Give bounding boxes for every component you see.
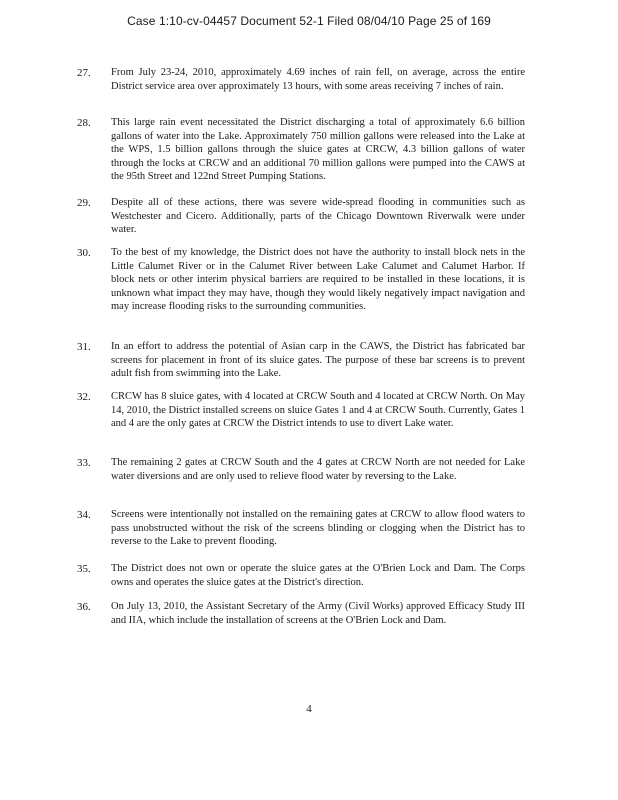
paragraph-text: The remaining 2 gates at CRCW South and the 4 gates at CRCW North are not needed for Lake water diversions and are only used to relieve flood water by reversing to the Lake. [111, 457, 525, 482]
paragraph-number: 29. [77, 197, 91, 209]
paragraph-number: 35. [77, 563, 91, 575]
paragraph-number: 34. [77, 509, 91, 521]
paragraph-text: CRCW has 8 sluice gates, with 4 located at CRCW South and 4 located at CRCW North. On May 14, 2010, the District installed screens on sluice Gates 1 and 4 at CRCW South. Currently, Gates 1 and 4 are the only gates at CRCW the District intends to use to divert Lake water. [111, 391, 525, 430]
paragraph-text: This large rain event necessitated the District discharging a total of approximately 6.6 billion gallons of water into the Lake. Approximately 750 million gallons were released into the Lake at the WPS, 1.5 billion gallons through the sluice gates at CRCW, 4.3 billion gallons of water through the locks at CRCW and an additional 70 million gallons were pumped into the CAWS at the 95th Street and 122nd Street Pumping Stations. [111, 117, 525, 183]
paragraph-number: 32. [77, 391, 91, 403]
paragraph-text: From July 23-24, 2010, approximately 4.69 inches of rain fell, on average, across the entire District service area over approximately 13 hours, with some areas receiving 7 inches of rain. [111, 67, 525, 92]
case-header: Case 1:10-cv-04457 Document 52-1 Filed 08/04/10 Page 25 of 169 [127, 14, 491, 28]
paragraph-number: 28. [77, 117, 91, 129]
paragraph-text: Screens were intentionally not installed on the remaining gates at CRCW to allow flood waters to pass unobstructed without the risk of the screens blinding or clogging when the District has to reverse to the Lake to prevent flooding. [111, 509, 525, 548]
paragraph-text: Despite all of these actions, there was severe wide-spread flooding in communities such as Westchester and Cicero. Additionally, parts of the Chicago Downtown Riverwalk were under water. [111, 197, 525, 236]
paragraph-number: 27. [77, 67, 91, 79]
paragraph-number: 33. [77, 457, 91, 469]
paragraph-number: 36. [77, 601, 91, 613]
paragraph-text: To the best of my knowledge, the District does not have the authority to install block nets in the Little Calumet River or in the Calumet River between Lake Calumet and Calumet Harbor. If block nets or other interim physical barriers are required to be installed in these locations, it is unknown what impact they may have, though they would likely negatively impact navigation and may increase flooding risks to the surrounding communities. [111, 247, 525, 313]
paragraph-number: 30. [77, 247, 91, 259]
page-number: 4 [306, 703, 312, 715]
paragraph-number: 31. [77, 341, 91, 353]
paragraph-text: The District does not own or operate the sluice gates at the O'Brien Lock and Dam. The Corps owns and operates the sluice gates at the District's direction. [111, 563, 525, 588]
paragraph-text: On July 13, 2010, the Assistant Secretary of the Army (Civil Works) approved Efficacy Study III and IIA, which include the installation of screens at the O'Brien Lock and Dam. [111, 601, 525, 626]
paragraph-text: In an effort to address the potential of Asian carp in the CAWS, the District has fabricated bar screens for placement in front of its sluice gates. The purpose of these bar screens is to prevent adult fish from swimming into the Lake. [111, 341, 525, 380]
